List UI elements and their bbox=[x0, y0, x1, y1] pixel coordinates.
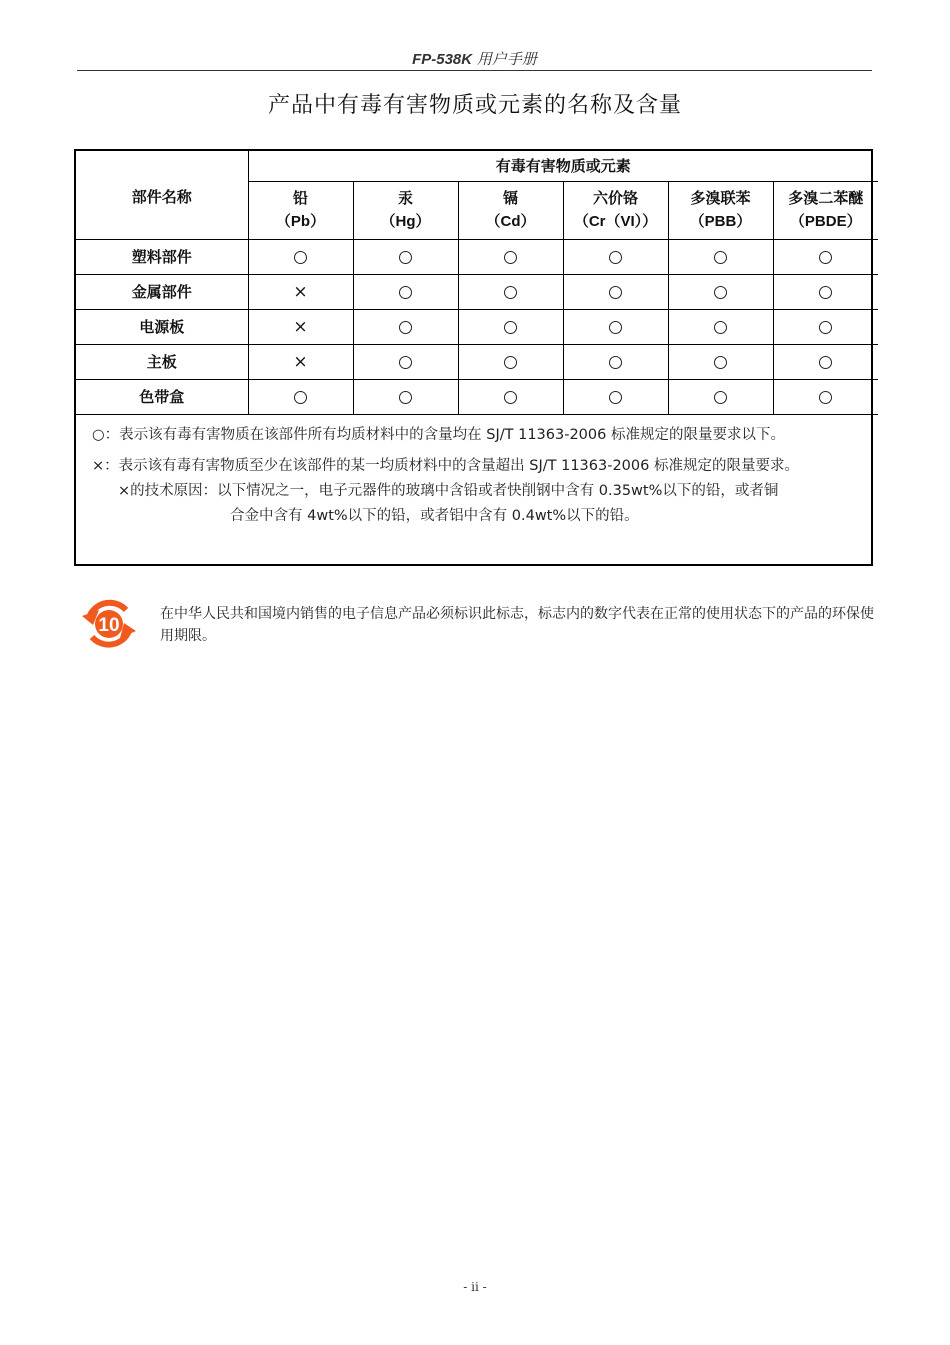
note-o bbox=[92, 423, 864, 448]
compliant-circle-icon bbox=[458, 274, 563, 309]
exceeds-cross-icon bbox=[248, 274, 353, 309]
note-x-symbol: ×： bbox=[92, 457, 119, 474]
circle-icon bbox=[294, 251, 307, 264]
part-name: 电源板 bbox=[76, 309, 248, 344]
element-symbol: （Hg） bbox=[380, 213, 431, 230]
compliant-circle-icon bbox=[353, 344, 458, 379]
element-symbol: （Pb） bbox=[275, 213, 326, 230]
element-symbol: （Cr（VI）） bbox=[573, 213, 658, 230]
compliant-circle-icon bbox=[458, 344, 563, 379]
exceeds-cross-icon bbox=[248, 309, 353, 344]
compliant-circle-icon bbox=[353, 309, 458, 344]
part-name-header bbox=[76, 151, 248, 239]
element-header-1 bbox=[353, 181, 458, 239]
page-header bbox=[77, 48, 872, 71]
circle-icon bbox=[609, 391, 622, 404]
element-name: 多溴联苯 bbox=[690, 189, 751, 207]
circle-icon bbox=[609, 251, 622, 264]
compliant-circle-icon bbox=[773, 379, 878, 414]
compliant-circle-icon bbox=[668, 309, 773, 344]
part-name: 金属部件 bbox=[76, 274, 248, 309]
compliant-circle-icon bbox=[248, 379, 353, 414]
element-symbol: （PBB） bbox=[689, 213, 752, 230]
substance-group-header bbox=[248, 151, 878, 181]
circle-icon bbox=[504, 321, 517, 334]
circle-icon bbox=[819, 251, 832, 264]
compliant-circle-icon bbox=[563, 344, 668, 379]
element-name: 镉 bbox=[502, 189, 518, 207]
element-name: 多溴二苯醚 bbox=[788, 189, 864, 207]
part-name: 色带盒 bbox=[76, 379, 248, 414]
note-tech-reason bbox=[92, 479, 864, 529]
part-name-header-label: 部件名称 bbox=[131, 188, 192, 206]
cross-icon: × bbox=[293, 281, 308, 302]
part-name: 塑料部件 bbox=[76, 239, 248, 274]
substance-group-header-label: 有毒有害物质或元素 bbox=[495, 157, 631, 176]
circle-icon bbox=[294, 391, 307, 404]
element-header-5 bbox=[773, 181, 878, 239]
circle-icon bbox=[714, 251, 727, 264]
compliant-circle-icon bbox=[563, 379, 668, 414]
header-manual: 用户手册 bbox=[476, 50, 537, 68]
circle-icon bbox=[714, 391, 727, 404]
note-o-text: 表示该有毒有害物质在该部件所有均质材料中的含量均在 SJ/T 11363-2006 标准规定的限量要求以下。 bbox=[119, 426, 785, 443]
page-number: - ii - bbox=[463, 1280, 487, 1294]
environment-friendly-use-period-icon bbox=[80, 597, 138, 651]
cross-icon: × bbox=[293, 351, 308, 372]
header-model: FP-538K bbox=[412, 51, 473, 68]
circle-icon bbox=[819, 391, 832, 404]
element-name: 铅 bbox=[292, 189, 308, 207]
compliant-circle-icon bbox=[773, 274, 878, 309]
compliant-circle-icon bbox=[773, 344, 878, 379]
cross-icon: × bbox=[293, 316, 308, 337]
note-x-text: 表示该有毒有害物质至少在该部件的某一均质材料中的含量超出 SJ/T 11363-2006 标准规定的限量要求。 bbox=[118, 457, 799, 474]
part-name: 主板 bbox=[76, 344, 248, 379]
compliant-circle-icon bbox=[248, 239, 353, 274]
circle-icon bbox=[609, 286, 622, 299]
circle-icon bbox=[399, 356, 412, 369]
notes bbox=[76, 415, 878, 539]
circle-icon bbox=[399, 286, 412, 299]
table-row bbox=[76, 274, 878, 309]
compliant-circle-icon bbox=[668, 274, 773, 309]
element-symbol: （Cd） bbox=[485, 213, 536, 230]
compliant-circle-icon bbox=[458, 379, 563, 414]
element-header-4 bbox=[668, 181, 773, 239]
circle-icon bbox=[609, 321, 622, 334]
table-row bbox=[76, 239, 878, 274]
exceeds-cross-icon bbox=[248, 344, 353, 379]
table-body bbox=[76, 239, 878, 414]
element-header-3 bbox=[563, 181, 668, 239]
compliant-circle-icon bbox=[563, 239, 668, 274]
compliant-circle-icon bbox=[563, 309, 668, 344]
note-x bbox=[92, 454, 864, 479]
element-name: 汞 bbox=[397, 189, 413, 207]
note-tech-line1: ×的技术原因：以下情况之一，电子元器件的玻璃中含铅或者快削钢中含有 0.35wt%以下的铅，或者铜 bbox=[118, 482, 779, 499]
element-header-2 bbox=[458, 181, 563, 239]
circle-icon bbox=[399, 251, 412, 264]
compliant-circle-icon bbox=[353, 274, 458, 309]
circle-icon bbox=[714, 286, 727, 299]
element-name: 六价铬 bbox=[592, 189, 638, 207]
hazardous-substances-table bbox=[76, 151, 878, 539]
hazardous-substances-table-frame bbox=[74, 149, 873, 566]
table-row bbox=[76, 344, 878, 379]
element-symbol: （PBDE） bbox=[789, 213, 862, 230]
compliant-circle-icon bbox=[668, 379, 773, 414]
compliant-circle-icon bbox=[668, 239, 773, 274]
element-header-0 bbox=[248, 181, 353, 239]
notes-cell bbox=[76, 414, 878, 539]
compliant-circle-icon bbox=[773, 239, 878, 274]
circle-icon bbox=[399, 321, 412, 334]
circle-icon bbox=[714, 321, 727, 334]
compliant-circle-icon bbox=[353, 239, 458, 274]
circle-icon bbox=[819, 286, 832, 299]
compliant-circle-icon bbox=[773, 309, 878, 344]
compliant-circle-icon bbox=[668, 344, 773, 379]
compliant-circle-icon bbox=[458, 309, 563, 344]
circle-icon bbox=[504, 251, 517, 264]
compliant-circle-icon bbox=[353, 379, 458, 414]
circle-icon bbox=[504, 391, 517, 404]
table-row bbox=[76, 309, 878, 344]
circle-icon bbox=[819, 356, 832, 369]
note-tech-line2: 合金中含有 4wt%以下的铅，或者铝中含有 0.4wt%以下的铅。 bbox=[230, 507, 639, 524]
circle-icon bbox=[609, 356, 622, 369]
environmental-notice: 在中华人民共和国境内销售的电子信息产品必须标识此标志，标志内的数字代表在正常的使用状态下的产品的环保使用期限。 bbox=[160, 606, 874, 644]
compliant-circle-icon bbox=[458, 239, 563, 274]
circle-icon bbox=[504, 286, 517, 299]
page-title: 产品中有毒有害物质或元素的名称及含量 bbox=[267, 93, 682, 118]
circle-icon bbox=[504, 356, 517, 369]
compliant-circle-icon bbox=[563, 274, 668, 309]
logo-number: 10 bbox=[98, 615, 120, 636]
circle-icon bbox=[399, 391, 412, 404]
note-o-symbol: ○： bbox=[92, 426, 120, 443]
circle-icon bbox=[819, 321, 832, 334]
table-row bbox=[76, 379, 878, 414]
circle-icon bbox=[714, 356, 727, 369]
